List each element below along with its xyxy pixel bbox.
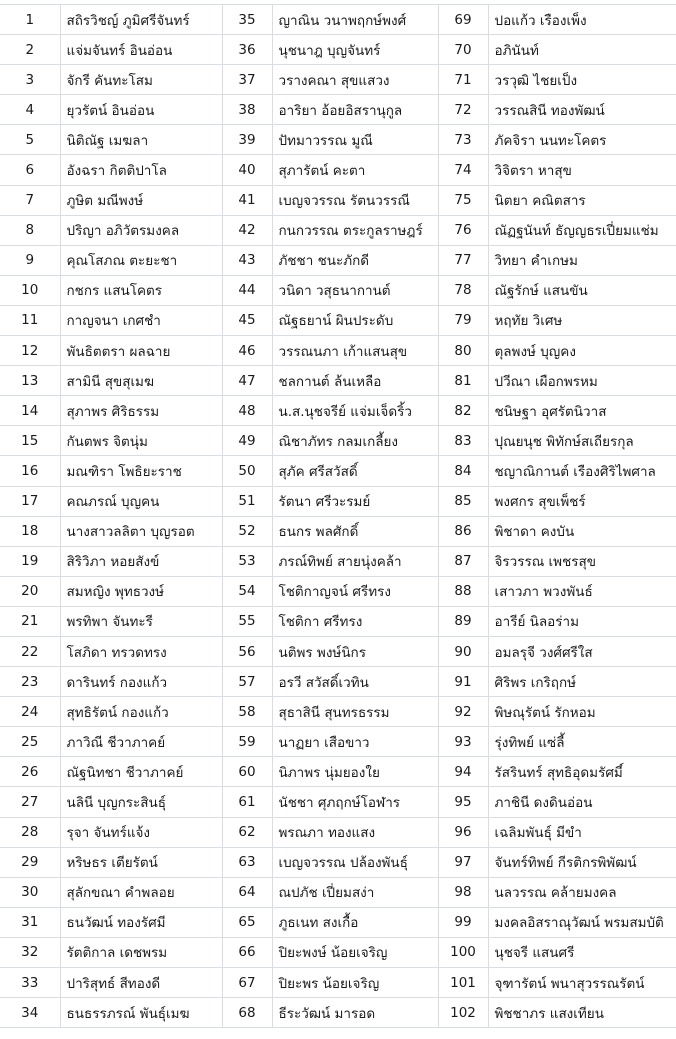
person-name-cell[interactable]: สุภัค ศรีสวัสดิ์ <box>272 456 438 486</box>
row-number-cell[interactable]: 79 <box>438 305 488 335</box>
person-name-cell[interactable]: น.ส.นุชจรีย์ แจ่มเจ็ดริ้ว <box>272 396 438 426</box>
row-number-cell[interactable]: 95 <box>438 787 488 817</box>
person-name-cell[interactable]: กนกวรรณ ตระกูลราษฎร์ <box>272 215 438 245</box>
row-number-cell[interactable]: 14 <box>0 396 60 426</box>
person-name-cell[interactable]: นติพร พงษ์นิกร <box>272 636 438 666</box>
table-row <box>0 727 676 757</box>
row-number-cell[interactable]: 39 <box>222 125 272 155</box>
sheet-body <box>0 5 676 1028</box>
person-name-cell[interactable]: นุชจรี แสนศรี <box>488 937 676 967</box>
person-name-cell[interactable]: ณัฐรักษ์ แสนขัน <box>488 275 676 305</box>
row-number-cell[interactable]: 18 <box>0 516 60 546</box>
row-number-cell[interactable]: 64 <box>222 877 272 907</box>
person-name-cell[interactable]: ณัฐธยาน์ ผินประดับ <box>272 305 438 335</box>
table-row <box>0 877 676 907</box>
row-number-cell[interactable]: 66 <box>222 937 272 967</box>
person-name-cell[interactable]: พรณภา ทองแสง <box>272 817 438 847</box>
person-name-cell[interactable]: วิทยา คำเกษม <box>488 245 676 275</box>
person-name-cell[interactable]: พิชชาภร แสงเทียน <box>488 998 676 1028</box>
row-number-cell[interactable]: 28 <box>0 817 60 847</box>
person-name-cell[interactable]: เบญจวรรณ ปล้องพันธุ์ <box>272 847 438 877</box>
person-name-cell[interactable]: เฉลิมพันธุ์ มีขำ <box>488 817 676 847</box>
row-number-cell[interactable]: 41 <box>222 185 272 215</box>
table-row <box>0 5 676 35</box>
row-number-cell[interactable]: 31 <box>0 907 60 937</box>
person-name-cell[interactable]: อารีย์ นิลอร่าม <box>488 606 676 636</box>
person-name-cell[interactable]: กชกร แสนโคตร <box>60 275 222 305</box>
person-name-cell[interactable]: รุ่งทิพย์ แซ่ลี้ <box>488 727 676 757</box>
person-name-cell[interactable]: ปริญา อภิวัตรมงคล <box>60 215 222 245</box>
person-name-cell[interactable]: ณิชาภัทร กลมเกลี้ยง <box>272 426 438 456</box>
table-row <box>0 396 676 426</box>
person-name-cell[interactable]: นิติณัฐ เมฆลา <box>60 125 222 155</box>
row-number-cell[interactable]: 7 <box>0 185 60 215</box>
table-row <box>0 486 676 516</box>
row-number-cell[interactable]: 98 <box>438 877 488 907</box>
person-name-cell[interactable]: มงคลอิสราณุวัฒน์ พรมสมบัติ <box>488 907 676 937</box>
row-number-cell[interactable]: 56 <box>222 636 272 666</box>
row-number-cell[interactable]: 88 <box>438 576 488 606</box>
person-name-cell[interactable]: รัตนา ศรีวะรมย์ <box>272 486 438 516</box>
row-number-cell[interactable]: 33 <box>0 968 60 998</box>
table-row <box>0 245 676 275</box>
row-number-cell[interactable]: 17 <box>0 486 60 516</box>
table-row <box>0 185 676 215</box>
row-number-cell[interactable]: 1 <box>0 5 60 35</box>
table-row <box>0 937 676 967</box>
row-number-cell[interactable]: 4 <box>0 95 60 125</box>
person-name-cell[interactable]: เสาวภา พวงพันธ์ <box>488 576 676 606</box>
row-number-cell[interactable]: 71 <box>438 65 488 95</box>
person-name-cell[interactable]: รัสรินทร์ สุทธิอุดมรัศมี์ <box>488 757 676 787</box>
row-number-cell[interactable]: 35 <box>222 5 272 35</box>
row-number-cell[interactable]: 54 <box>222 576 272 606</box>
row-number-cell[interactable]: 50 <box>222 456 272 486</box>
person-name-cell[interactable]: สุทธิรัตน์ กองแก้ว <box>60 697 222 727</box>
person-name-cell[interactable]: กาญจนา เกศชำ <box>60 305 222 335</box>
row-number-cell[interactable]: 82 <box>438 396 488 426</box>
table-row <box>0 516 676 546</box>
person-name-cell[interactable]: ณปภัช เปี่ยมสง่า <box>272 877 438 907</box>
person-name-cell[interactable]: พิชาดา คงบัน <box>488 516 676 546</box>
row-number-cell[interactable]: 65 <box>222 907 272 937</box>
row-number-cell[interactable]: 48 <box>222 396 272 426</box>
table-row <box>0 576 676 606</box>
table-row <box>0 65 676 95</box>
table-row <box>0 636 676 666</box>
table-row <box>0 426 676 456</box>
row-number-cell[interactable]: 16 <box>0 456 60 486</box>
row-number-cell[interactable]: 92 <box>438 697 488 727</box>
row-number-cell[interactable]: 27 <box>0 787 60 817</box>
row-number-cell[interactable]: 84 <box>438 456 488 486</box>
person-name-cell[interactable]: สุภารัตน์ คะตา <box>272 155 438 185</box>
row-number-cell[interactable]: 46 <box>222 336 272 366</box>
person-name-cell[interactable]: ธนธรรภรณ์ พันธุ์เมฆ <box>60 998 222 1028</box>
row-number-cell[interactable]: 102 <box>438 998 488 1028</box>
row-number-cell[interactable]: 11 <box>0 305 60 335</box>
person-name-cell[interactable]: จิรวรรณ เพชรสุข <box>488 546 676 576</box>
person-name-cell[interactable]: ศิริพร เกริฤกษ์ <box>488 667 676 697</box>
row-number-cell[interactable]: 83 <box>438 426 488 456</box>
person-name-cell[interactable]: ยุวรัตน์ อินอ่อน <box>60 95 222 125</box>
row-number-cell[interactable]: 93 <box>438 727 488 757</box>
row-number-cell[interactable]: 70 <box>438 35 488 65</box>
row-number-cell[interactable]: 9 <box>0 245 60 275</box>
row-number-cell[interactable]: 21 <box>0 606 60 636</box>
person-name-cell[interactable]: นุชนาฎ บุญจันทร์ <box>272 35 438 65</box>
row-number-cell[interactable]: 51 <box>222 486 272 516</box>
table-row <box>0 155 676 185</box>
row-number-cell[interactable]: 73 <box>438 125 488 155</box>
person-name-cell[interactable]: ปอแก้ว เรืองเพ็ง <box>488 5 676 35</box>
table-row <box>0 546 676 576</box>
person-name-cell[interactable]: นลวรรณ คล้ายมงคล <box>488 877 676 907</box>
row-number-cell[interactable]: 77 <box>438 245 488 275</box>
table-row <box>0 667 676 697</box>
row-number-cell[interactable]: 78 <box>438 275 488 305</box>
row-number-cell[interactable]: 100 <box>438 937 488 967</box>
person-name-cell[interactable]: พรทิพา จันทะรี <box>60 606 222 636</box>
row-number-cell[interactable]: 61 <box>222 787 272 817</box>
person-name-cell[interactable]: ชญาณิกานต์ เรืองศิริไพศาล <box>488 456 676 486</box>
person-name-cell[interactable]: สมหญิง พุทธวงษ์ <box>60 576 222 606</box>
row-number-cell[interactable]: 19 <box>0 546 60 576</box>
person-name-cell[interactable]: พิษณุรัตน์ รักหอม <box>488 697 676 727</box>
person-name-cell[interactable]: ธนกร พลศักดิ์ <box>272 516 438 546</box>
person-name-cell[interactable]: วนิดา วสุธนากานต์ <box>272 275 438 305</box>
person-name-cell[interactable]: ปวีณา เผือกพรหม <box>488 366 676 396</box>
name-list-sheet <box>0 4 676 1028</box>
row-number-cell[interactable]: 30 <box>0 877 60 907</box>
person-name-cell[interactable]: แจ่มจันทร์ อินอ่อน <box>60 35 222 65</box>
person-name-cell[interactable]: อภินันท์ <box>488 35 676 65</box>
row-number-cell[interactable]: 10 <box>0 275 60 305</box>
person-name-cell[interactable]: ปุณยนุช พิทักษ์สเถียรกุล <box>488 426 676 456</box>
person-name-cell[interactable]: เบญจวรรณ รัตนวรรณี <box>272 185 438 215</box>
row-number-cell[interactable]: 90 <box>438 636 488 666</box>
row-number-cell[interactable]: 60 <box>222 757 272 787</box>
row-number-cell[interactable]: 15 <box>0 426 60 456</box>
row-number-cell[interactable]: 101 <box>438 968 488 998</box>
table-row <box>0 305 676 335</box>
person-name-cell[interactable]: ภาวิณี ชีวาภาคย์ <box>60 727 222 757</box>
table-row <box>0 847 676 877</box>
person-name-cell[interactable]: ภาชินี ดงดินอ่อน <box>488 787 676 817</box>
person-name-cell[interactable]: วรวุฒิ ไชยเป็ง <box>488 65 676 95</box>
row-number-cell[interactable]: 94 <box>438 757 488 787</box>
row-number-cell[interactable]: 96 <box>438 817 488 847</box>
person-name-cell[interactable]: ตุลพงษ์ บุญคง <box>488 336 676 366</box>
person-name-cell[interactable]: จุฑารัตน์ พนาสุวรรณรัตน์ <box>488 968 676 998</box>
person-name-cell[interactable]: คุณโสภณ ตะยะชา <box>60 245 222 275</box>
person-name-cell[interactable]: นางสาวลลิตา บุญรอต <box>60 516 222 546</box>
row-number-cell[interactable]: 12 <box>0 336 60 366</box>
person-name-cell[interactable]: นลินี บุญกระสินธุ์ <box>60 787 222 817</box>
person-name-cell[interactable]: ปิยะพงษ์ น้อยเจริญ <box>272 937 438 967</box>
table-row <box>0 757 676 787</box>
row-number-cell[interactable]: 72 <box>438 95 488 125</box>
person-name-cell[interactable]: ญาณิน วนาพฤกษ์พงศ์ <box>272 5 438 35</box>
row-number-cell[interactable]: 49 <box>222 426 272 456</box>
row-number-cell[interactable]: 76 <box>438 215 488 245</box>
table-row <box>0 336 676 366</box>
person-name-cell[interactable]: ปิยะพร น้อยเจริญ <box>272 968 438 998</box>
row-number-cell[interactable]: 44 <box>222 275 272 305</box>
row-number-cell[interactable]: 22 <box>0 636 60 666</box>
table-row <box>0 606 676 636</box>
person-name-cell[interactable]: สิริวิภา หอยสังข์ <box>60 546 222 576</box>
row-number-cell[interactable]: 69 <box>438 5 488 35</box>
row-number-cell[interactable]: 99 <box>438 907 488 937</box>
row-number-cell[interactable]: 6 <box>0 155 60 185</box>
row-number-cell[interactable]: 58 <box>222 697 272 727</box>
table-row <box>0 817 676 847</box>
person-name-cell[interactable]: นิตยา คณิตสาร <box>488 185 676 215</box>
row-number-cell[interactable]: 8 <box>0 215 60 245</box>
person-name-cell[interactable]: จักรี คันทะโสม <box>60 65 222 95</box>
table-row <box>0 215 676 245</box>
person-name-cell[interactable]: โสภิดา ทรวดทรง <box>60 636 222 666</box>
person-name-cell[interactable]: ภูษิต มณีพงษ์ <box>60 185 222 215</box>
row-number-cell[interactable]: 5 <box>0 125 60 155</box>
person-name-cell[interactable]: ปาริสุทธ์ สีทองดี <box>60 968 222 998</box>
person-name-cell[interactable]: จันทร์ทิพย์ กีรติกรพิพัฒน์ <box>488 847 676 877</box>
person-name-cell[interactable]: คณภรณ์ บุญคน <box>60 486 222 516</box>
person-name-cell[interactable]: ธนวัฒน์ ทองรัศมี <box>60 907 222 937</box>
person-name-cell[interactable]: สุธาสินี สุนทรธรรม <box>272 697 438 727</box>
person-name-cell[interactable]: ชลกานต์ ล้นเหลือ <box>272 366 438 396</box>
table-row <box>0 787 676 817</box>
row-number-cell[interactable]: 40 <box>222 155 272 185</box>
row-number-cell[interactable]: 53 <box>222 546 272 576</box>
person-name-cell[interactable]: วรางคณา สุขแสวง <box>272 65 438 95</box>
row-number-cell[interactable]: 86 <box>438 516 488 546</box>
person-name-cell[interactable]: พงศกร สุขเพ็ชร์ <box>488 486 676 516</box>
row-number-cell[interactable]: 3 <box>0 65 60 95</box>
person-name-cell[interactable]: ปัทมาวรรณ มูณี <box>272 125 438 155</box>
person-name-cell[interactable]: นาฏยา เสือขาว <box>272 727 438 757</box>
table-row <box>0 366 676 396</box>
row-number-cell[interactable]: 59 <box>222 727 272 757</box>
row-number-cell[interactable]: 81 <box>438 366 488 396</box>
table-row <box>0 697 676 727</box>
person-name-cell[interactable]: อาริยา อ้อยอิสรานุกูล <box>272 95 438 125</box>
person-name-cell[interactable]: สามินี สุขสุเมฆ <box>60 366 222 396</box>
person-name-cell[interactable]: ณัฐนิทชา ชีวาภาคย์ <box>60 757 222 787</box>
person-name-cell[interactable]: โชติกาญจน์ ศรีทรง <box>272 576 438 606</box>
row-number-cell[interactable]: 32 <box>0 937 60 967</box>
person-name-cell[interactable]: อรวี สวัสดิ์เวทิน <box>272 667 438 697</box>
person-name-cell[interactable]: ภูธเนท สงเกื้อ <box>272 907 438 937</box>
person-name-cell[interactable]: กันตพร จิตนุ่ม <box>60 426 222 456</box>
person-name-cell[interactable]: นิภาพร นุ่มยองใย <box>272 757 438 787</box>
person-name-cell[interactable]: สุภาพร ศิริธรรม <box>60 396 222 426</box>
row-number-cell[interactable]: 29 <box>0 847 60 877</box>
person-name-cell[interactable]: ดารินทร์ กองแก้ว <box>60 667 222 697</box>
person-name-cell[interactable]: อังฉรา กิตติปาโล <box>60 155 222 185</box>
row-number-cell[interactable]: 68 <box>222 998 272 1028</box>
row-number-cell[interactable]: 67 <box>222 968 272 998</box>
table-row <box>0 456 676 486</box>
row-number-cell[interactable]: 13 <box>0 366 60 396</box>
person-name-cell[interactable]: รัตติกาล เดชพรม <box>60 937 222 967</box>
row-number-cell[interactable]: 24 <box>0 697 60 727</box>
row-number-cell[interactable]: 23 <box>0 667 60 697</box>
person-name-cell[interactable]: นัชชา ศุภฤกษ์โอฬาร <box>272 787 438 817</box>
row-number-cell[interactable]: 80 <box>438 336 488 366</box>
row-number-cell[interactable]: 87 <box>438 546 488 576</box>
row-number-cell[interactable]: 75 <box>438 185 488 215</box>
row-number-cell[interactable]: 26 <box>0 757 60 787</box>
row-number-cell[interactable]: 2 <box>0 35 60 65</box>
person-name-cell[interactable]: หฤทัย วิเศษ <box>488 305 676 335</box>
person-name-cell[interactable]: พันธิตตรา ผลฉาย <box>60 336 222 366</box>
row-number-cell[interactable]: 55 <box>222 606 272 636</box>
person-name-cell[interactable]: อมลรุจี วงศ์ศรีใส <box>488 636 676 666</box>
row-number-cell[interactable]: 85 <box>438 486 488 516</box>
person-name-cell[interactable]: ณัฏฐนันท์ ธัญญธรเปี่ยมแช่ม <box>488 215 676 245</box>
table-row <box>0 907 676 937</box>
person-name-cell[interactable]: วรรณสินี ทองพัฒน์ <box>488 95 676 125</box>
person-name-cell[interactable]: วรรณนภา เก้าแสนสุข <box>272 336 438 366</box>
row-number-cell[interactable]: 63 <box>222 847 272 877</box>
person-name-cell[interactable]: ภัคจิรา นนทะโคตร <box>488 125 676 155</box>
person-name-cell[interactable]: ภรณ์ทิพย์ สายนุ่งคล้า <box>272 546 438 576</box>
row-number-cell[interactable]: 36 <box>222 35 272 65</box>
row-number-cell[interactable]: 57 <box>222 667 272 697</box>
person-name-cell[interactable]: สุลักขณา คำพลอย <box>60 877 222 907</box>
row-number-cell[interactable]: 91 <box>438 667 488 697</box>
row-number-cell[interactable]: 38 <box>222 95 272 125</box>
person-name-cell[interactable]: ธีระวัฒน์ มารอด <box>272 998 438 1028</box>
person-name-cell[interactable]: หริษธร เตียรัตน์ <box>60 847 222 877</box>
person-name-cell[interactable]: ชนิษฐา อุศรัตนิวาส <box>488 396 676 426</box>
person-name-cell[interactable]: วิจิตรา หาสุข <box>488 155 676 185</box>
row-number-cell[interactable]: 34 <box>0 998 60 1028</box>
row-number-cell[interactable]: 43 <box>222 245 272 275</box>
row-number-cell[interactable]: 47 <box>222 366 272 396</box>
table-row <box>0 275 676 305</box>
row-number-cell[interactable]: 74 <box>438 155 488 185</box>
table-row <box>0 35 676 65</box>
table-row <box>0 95 676 125</box>
row-number-cell[interactable]: 42 <box>222 215 272 245</box>
person-name-cell[interactable]: รุจา จันทร์แจ้ง <box>60 817 222 847</box>
row-number-cell[interactable]: 97 <box>438 847 488 877</box>
row-number-cell[interactable]: 52 <box>222 516 272 546</box>
row-number-cell[interactable]: 20 <box>0 576 60 606</box>
row-number-cell[interactable]: 62 <box>222 817 272 847</box>
person-name-cell[interactable]: ภัชชา ชนะภักดี <box>272 245 438 275</box>
row-number-cell[interactable]: 89 <box>438 606 488 636</box>
person-name-cell[interactable]: โชติกา ศรีทรง <box>272 606 438 636</box>
person-name-cell[interactable]: สถิรวิชญ์ ภูมิศรีจันทร์ <box>60 5 222 35</box>
table-row <box>0 125 676 155</box>
person-name-cell[interactable]: มณฑิรา โพธิยะราช <box>60 456 222 486</box>
row-number-cell[interactable]: 25 <box>0 727 60 757</box>
table-row <box>0 998 676 1028</box>
row-number-cell[interactable]: 37 <box>222 65 272 95</box>
row-number-cell[interactable]: 45 <box>222 305 272 335</box>
table-row <box>0 968 676 998</box>
